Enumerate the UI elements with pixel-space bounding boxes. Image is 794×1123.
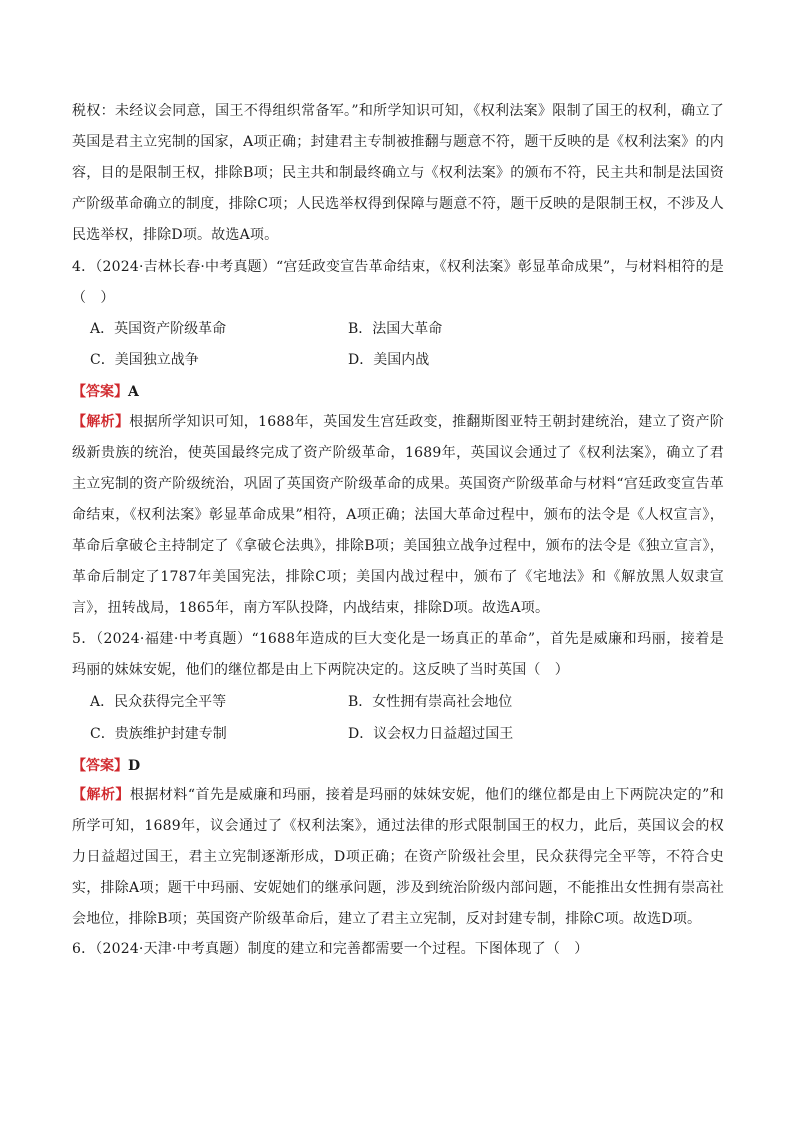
question-4-stem: 4．（2024·吉林长春·中考真题）“宫廷政变宣告革命结束，《权利法案》彰显革命成果”，与材料相符的是（ ）	[72, 259, 724, 306]
answer-tag: 【答案】	[72, 384, 128, 400]
q4-option-a: A．英国资产阶级革命	[90, 321, 227, 337]
previous-analysis-text: 税权：未经议会同意，国王不得组织常备军。”和所学知识可知，《权利法案》限制了国王的权利，确立了英国是君主立宪制的国家，A项正确；封建君主专制被推翻与题意不符，题干反映的是《权利法案》的内容，目的是限制王权，排除B项；民主共和制最终确立与《权利法案》的颁布不符，民主共和制是法国资产阶级革命确立的制度，排除C项；人民选举权得到保障与题意不符，题干反映的是限制王权，不涉及人民选举权，排除D项。故选A项。	[72, 103, 724, 243]
q4-answer-row	[72, 382, 139, 402]
q4-analysis	[72, 407, 724, 624]
q5-option-b: B．女性拥有崇高社会地位	[348, 694, 513, 710]
q5-option-d: D．议会权力日益超过国王	[348, 726, 514, 742]
analysis-tag: 【解析】	[72, 414, 130, 430]
q4-option-d: D．美国内战	[348, 352, 430, 368]
q4-answer-value: A	[128, 384, 139, 400]
q5-option-a: A．民众获得完全平等	[90, 694, 227, 710]
q4-option-b: B．法国大革命	[348, 321, 443, 337]
question-6-stem: 6．（2024·天津·中考真题）制度的建立和完善都需要一个过程。下图体现了（ ）	[72, 941, 589, 957]
q5-answer-value: D	[128, 758, 141, 774]
q5-option-c: C．贵族维护封建专制	[90, 726, 227, 742]
question-5-stem: 5．（2024·福建·中考真题）“1688年造成的巨大变化是一场真正的革命”，首先是威廉和玛丽，接着是玛丽的妹妹安妮，他们的继位都是由上下两院决定的。这反映了当时英国（ ）	[72, 631, 724, 678]
analysis-tag: 【解析】	[72, 787, 130, 803]
q4-analysis-text: 根据所学知识可知，1688年，英国发生宫廷政变，推翻斯图亚特王朝封建统治，建立了资产阶级新贵族的统治，使英国最终完成了资产阶级革命，1689年，英国议会通过了《权利法案》，确立了君主立宪制的资产阶级统治，巩固了英国资产阶级革命的成果。英国资产阶级革命与材料“宫廷政变宣告革命结束，《权利法案》彰显革命成果”相符，A项正确；法国大革命过程中，颁布的法令是《人权宣言》，革命后拿破仑主持制定了《拿破仑法典》，排除B项；美国独立战争过程中，颁布的法令是《独立宣言》，革命后制定了1787年美国宪法，排除C项；美国内战过程中，颁布了《宅地法》和《解放黑人奴隶宣言》，扭转战局，1865年，南方军队投降，内战结束，排除D项。故选A项。	[72, 414, 724, 616]
q5-analysis-text: 根据材料“首先是威廉和玛丽，接着是玛丽的妹妹安妮，他们的继位都是由上下两院决定的”和所学可知，1689年，议会通过了《权利法案》，通过法律的形式限制国王的权力，此后，英国议会的权力日益超过国王，君主立宪制逐渐形成，D项正确；在资产阶级社会里，民众获得完全平等，不符合史实，排除A项；题干中玛丽、安妮她们的继承问题，涉及到统治阶级内部问题，不能推出女性拥有崇高社会地位，排除B项；英国资产阶级革命后，建立了君主立宪制，反对封建专制，排除C项。故选D项。	[72, 787, 724, 927]
q4-option-c: C．美国独立战争	[90, 352, 199, 368]
q5-answer-row	[72, 756, 140, 776]
q5-analysis	[72, 780, 724, 935]
answer-tag: 【答案】	[72, 758, 128, 774]
